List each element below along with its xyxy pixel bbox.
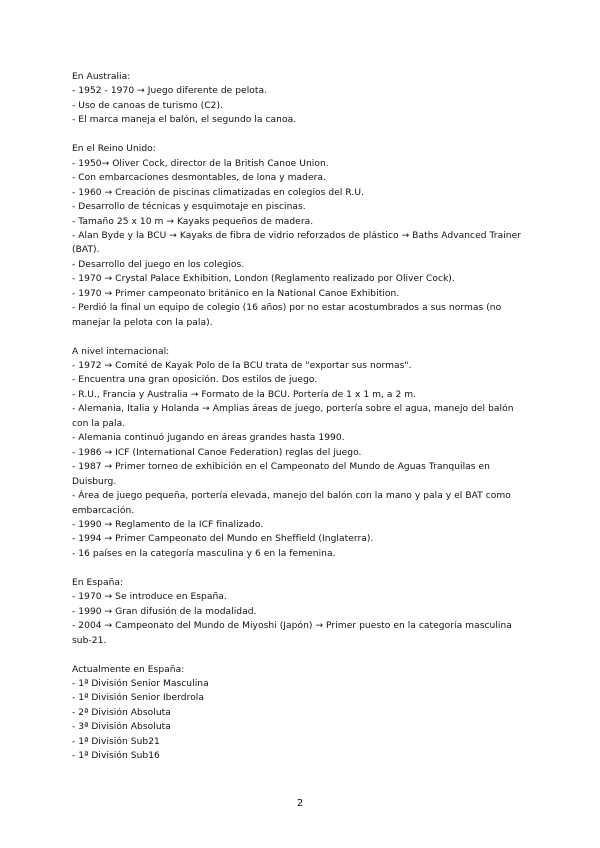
- list-item: - 1ª División Senior Masculina: [72, 678, 209, 689]
- list-item: - 2ª División Absoluta: [72, 707, 171, 718]
- list-item: - Alan Byde y la BCU → Kayaks de fibra de vidrio reforzados de plástico → Baths Advanced Trainer (BAT).: [72, 230, 522, 256]
- list-item: - 1972 → Comité de Kayak Polo de la BCU trata de "exportar sus normas".: [72, 361, 412, 372]
- list-item: - Desarrollo de técnicas y esquimotaje en piscinas.: [72, 202, 306, 213]
- section-reino-unido: [72, 142, 530, 330]
- list-item: - El marca maneja el balón, el segundo la canoa.: [72, 115, 297, 126]
- list-item: - 1ª División Senior Iberdrola: [72, 693, 205, 704]
- section-heading: A nivel internacional:: [72, 346, 170, 357]
- list-item: - 1950→ Oliver Cock, director de la British Canoe Union.: [72, 158, 329, 169]
- section-heading: Actualmente en España:: [72, 664, 185, 675]
- list-item: - 1952 - 1970 → Juego diferente de pelota.: [72, 86, 268, 97]
- list-item: - Desarrollo del juego en los colegios.: [72, 259, 245, 270]
- list-item: - 2004 → Campeonato del Mundo de Miyoshi (Japón) → Primer puesto en la categoría masculina sub-21.: [72, 621, 512, 646]
- section-espana: [72, 576, 530, 648]
- list-item: - 1990 → Gran difusión de la modalidad.: [72, 606, 257, 617]
- list-item: - Tamaño 25 x 10 m → Kayaks pequeños de madera.: [72, 216, 314, 227]
- list-item: - Uso de canoas de turismo (C2).: [72, 100, 224, 111]
- list-item: - 1990 → Reglamento de la ICF finalizado.: [72, 520, 264, 531]
- list-item: - 1970 → Crystal Palace Exhibition, London (Reglamento realizado por Oliver Cock).: [72, 274, 455, 285]
- list-item: - Encuentra una gran oposición. Dos estilos de juego.: [72, 375, 318, 386]
- list-item: - Alemania continuó jugando en áreas grandes hasta 1990.: [72, 433, 345, 444]
- document-body: [72, 70, 530, 778]
- list-item: - 1960 → Creación de piscinas climatizadas en colegios del R.U.: [72, 187, 364, 198]
- section-heading: En Australia:: [72, 72, 131, 82]
- list-item: - 1970 → Se introduce en España.: [72, 592, 227, 603]
- list-item: - R.U., Francia y Australia → Formato de la BCU. Portería de 1 x 1 m, a 2 m.: [72, 389, 417, 400]
- section-actualmente-espana: [72, 663, 530, 764]
- list-item: - Alemania, Italia y Holanda → Amplias áreas de juego, portería sobre el agua, manejo del balón con la pala.: [72, 404, 514, 429]
- list-item: - 16 países en la categoría masculina y 6 en la femenina.: [72, 548, 336, 559]
- list-item: - 1986 → ICF (International Canoe Federation) reglas del juego.: [72, 447, 362, 458]
- list-item: - 1ª División Sub16: [72, 751, 160, 762]
- list-item: - Con embarcaciones desmontables, de lona y madera.: [72, 173, 326, 184]
- section-australia: [72, 70, 530, 128]
- list-item: - 3ª División Absoluta: [72, 722, 171, 733]
- list-item: - 1ª División Sub21: [72, 736, 160, 747]
- section-heading: En el Reino Unido:: [72, 144, 156, 155]
- page-number: 2: [296, 798, 304, 809]
- list-item: - 1987 → Primer torneo de exhibición en el Campeonato del Mundo de Aguas Tranquilas en Duisburg.: [72, 462, 490, 487]
- list-item: - Área de juego pequeña, portería elevada, manejo del balón con la mano y pala y el BAT como embarcación.: [72, 491, 511, 516]
- list-item: - Perdió la final un equipo de colegio (16 años) por no estar acostumbrados a sus normas (no manejar la pelota con la pala).: [72, 303, 502, 328]
- list-item: - 1994 → Primer Campeonato del Mundo en Sheffield (Inglaterra).: [72, 534, 374, 545]
- list-item: - 1970 → Primer campeonato británico en la National Canoe Exhibition.: [72, 288, 400, 299]
- section-internacional: [72, 345, 530, 562]
- section-heading: En España:: [72, 577, 124, 588]
